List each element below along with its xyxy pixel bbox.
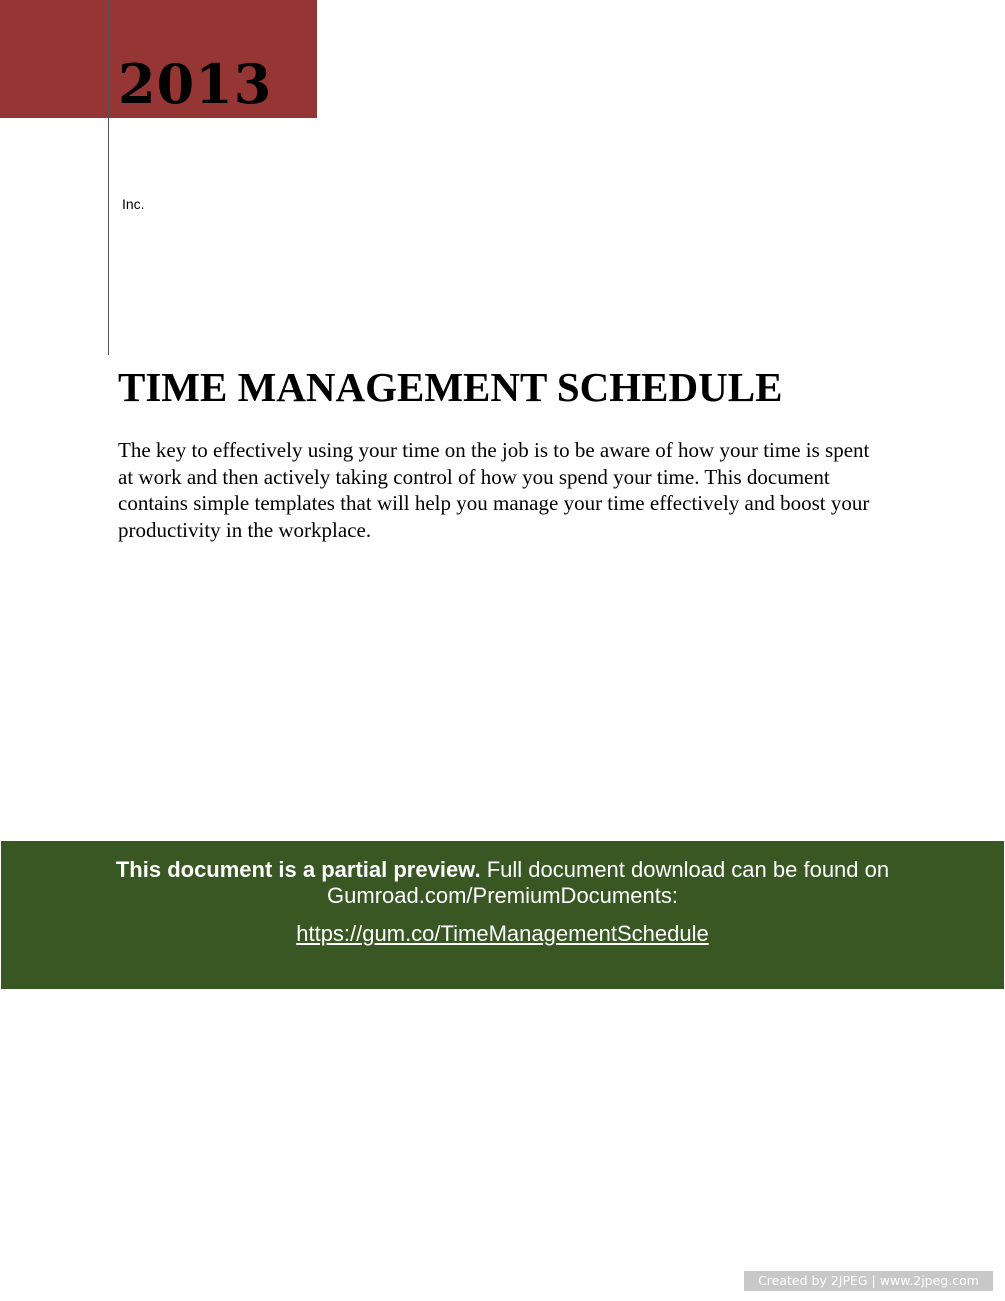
intro-paragraph: The key to effectively using your time on the job is to be aware of how your time is spent at work and then actively taking control of how you spend your time. This document contains simple templates that will help you manage your time effectively and boost your productivity in the workplace. [118,438,870,542]
watermark-label: Created by 2JPEG | www.2jpeg.com [744,1271,993,1291]
banner-bold-text: This document is a partial preview. [115,857,481,882]
banner-message [1,857,1004,909]
cover-year: 2013 [118,52,273,116]
document-title: TIME MANAGEMENT SCHEDULE [118,364,783,410]
preview-banner [1,841,1004,989]
download-link[interactable]: https://gum.co/TimeManagementSchedule [296,921,709,946]
company-name: Inc. [122,196,145,212]
banner-text-part2: Gumroad.com/PremiumDocuments: [327,883,678,908]
vertical-divider [108,0,109,355]
banner-text-part1: Full document download can be found on [486,857,890,882]
banner-link-row [1,920,1004,948]
